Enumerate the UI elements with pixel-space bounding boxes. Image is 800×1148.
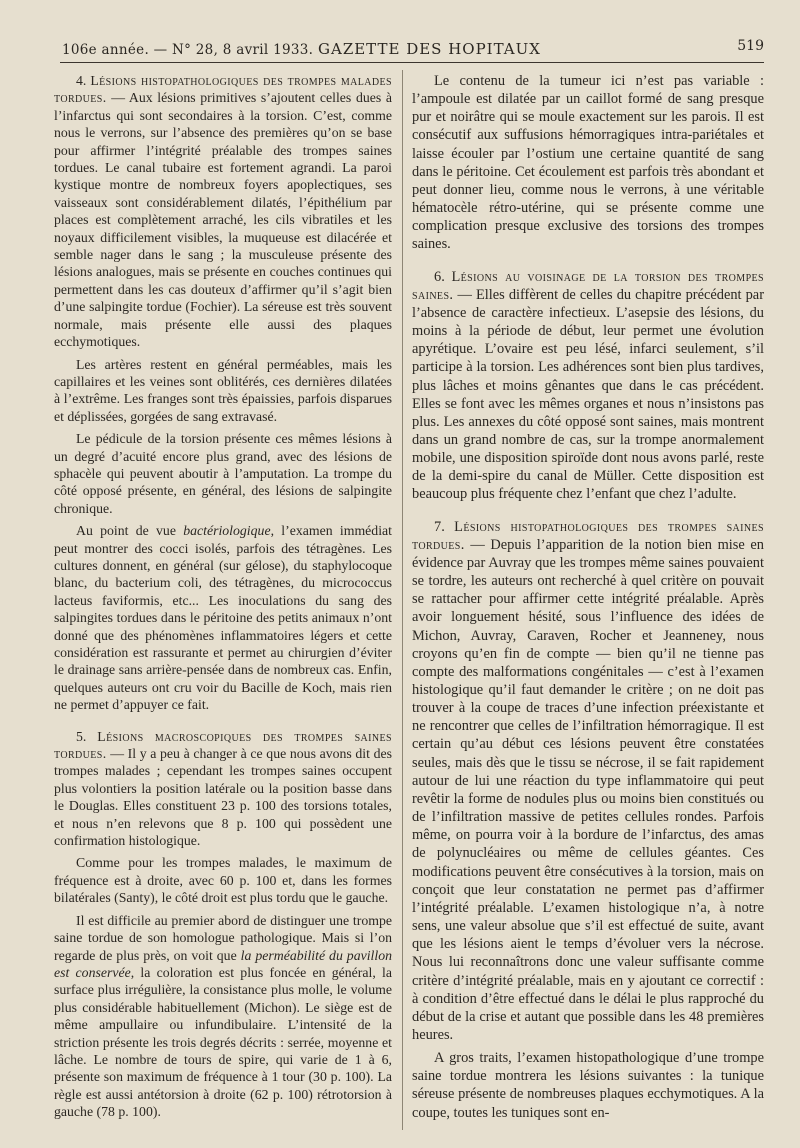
section-7-paragraph xyxy=(412,518,764,1045)
paragraph: Les artères restent en général perméables, mais les capillaires et les veines sont oblitérés, ces dernières dilatées à l’extrême. Les franges sont très épaissies, parfois disparues et déplissées, gorgées de sang extravasé. xyxy=(54,356,392,424)
paragraph: Le contenu de la tumeur ici n’est pas variable : l’ampoule est dilatée par un caillot formé de sang presque pur et noirâtre qui se moule exactement sur les parois. Il est consécutif aux suffusions hémorragiques intra-pariétales et laisse écouler par l’ostium une certaine quantité de sang dans le péritoine. Cet écoulement est parfois très abondant et peut donner lieu, comme nous le verrons, à une véritable hématocèle rétro-utérine, qui se présente comme une complication presque exclusive des torsions des trompes saines. xyxy=(412,73,764,253)
section-number: 7. xyxy=(434,518,445,535)
section-number: 5. xyxy=(76,728,87,744)
section-title: Lésions au voisinage de la torsion des trompes saines. xyxy=(412,268,764,303)
section-number: 6. xyxy=(434,268,445,285)
header-rule xyxy=(60,62,764,63)
paragraph-text: — Aux lésions primitives s’ajoutent celles dues à l’infarctus qui sont secondaires à la torsion. C’est, comme nous le verrons, sur l’absence des premières qu’on se base pour affirmer l’intégrité préalable des trompes saines tordues. Le canal tubaire est fortement agrandi. La paroi kystique montre de nombreux foyers apoplectiques, ses vaisseaux sont considérablement dilatés, l’épithélium par places est complètement arraché, les cils vibratiles et les noyaux difficilement visibles, la muqueuse est dilacérée et semble nager dans le sang ; la musculeuse présente des lésions analogues, mais se présente en couches continues qui permettent dans les cas douteux d’affirmer qu’il s’agit bien d’une salpingite tordue (Fochier). La séreuse est très souvent normale, mais présente elle aussi des plaques ecchymotiques. xyxy=(54,90,392,350)
emphasis-text: bactériologique xyxy=(183,523,271,539)
paragraph-text: — Depuis l’apparition de la notion bien mise en évidence par Auvray que les trompes même saines pouvaient se tordre, les auteurs ont recherché à quel critère on pouvait se rattacher pour affirmer cette intégrité préalable. Après avoir longuement hésité, sous l’influence des idées de Michon, Auvray, Caraven, Rocher et Jeanneney, nous croyons qu’en fin de compte — bien qu’il ne tienne pas compte des malformations congénitales — c’est à l’examen histologique qu’il faut demander le critère ; on ne doit pas trouver à la coupe de traces d’une infection préexistante et ne rencontrer que celles de l’infiltration hémorragique. Il est certain qu’au début ces lésions peuvent être constatées seules, mais dès que le tissu se nécrose, il se fait rapidement autour de lui une réaction du type inflammatoire qui peut revêtir la forme de nodules plus ou moins bien constitués ou de l’infiltration massive de petites cellules rondes. Parfois même, on pourra voir à la bordure de l’infarctus, des amas de polynucléaires ou même de cellules géantes. Ces modifications peuvent être consécutives à la torsion, mais on conçoit que leur constatation ne permet pas d’affirmer l’intégrité préalable. L’examen histologique n’a, à notre sens, une valeur absolue que s’il est effectué de suite, avant que les lésions aient le temps d’évoluer vers la nécrose. Nous lui reconnaîtrons donc une valeur suffisante comme critère d’intégrité préalable, mais en y ajoutant ce correctif : à condition d’être effectué dans le délai le plus rapproché du début de la crise et autant que possible dans les 48 premières heures. xyxy=(412,536,764,1043)
section-number: 4. xyxy=(76,73,87,88)
section-title: Lésions histopathologiques des trompes saines tordues. xyxy=(412,518,764,553)
paragraph-text: , la coloration est plus foncée en général, la surface plus irrégulière, la consistance plus molle, le volume plus considérable habituellement (Michon). Le siège est de même ampullaire ou infundibulaire. L’intensité de la striction présente les trois degrés décrits : serrée, moyenne et lâche. Le nombre de tours de spire, qui varie de 1 à 6, présente son maximum de fréquence à 1 tour (30 p. 100). La règle est aussi antétorsion à droite (62 p. 100) rétrotorsion à gauche (78 p. 100). xyxy=(54,964,392,1120)
paragraph-text: — Il y a peu à changer à ce que nous avons dit des trompes malades ; cependant les trompes saines occupent plus volontiers la position latérale ou la position basse dans le Douglas. Elles constituent 23 p. 100 des torsions totales, et nous n’en relevons que 8 p. 100 qui possèdent une confirmation histologique. xyxy=(54,746,392,849)
section-title: Lésions macroscopiques des trompes saines tordues. xyxy=(54,728,392,762)
section-6-paragraph xyxy=(412,268,764,504)
left-column xyxy=(54,72,392,1126)
emphasis-text: la perméabilité du pavillon est conservée xyxy=(54,947,393,980)
paragraph-text: Il est difficile au premier abord de distinguer une trompe saine tordue de son homologue pathologique. Mais si l’on regarde de plus près, on voit que xyxy=(54,912,392,963)
page-number: 519 xyxy=(737,38,764,54)
section-4-paragraph xyxy=(54,72,392,351)
column-divider xyxy=(402,70,403,1130)
paragraph: Comme pour les trompes malades, le maximum de fréquence est à droite, avec 60 p. 100 et, dans les formes bilatérales (Santy), le côté droit est plus tordu que le gauche. xyxy=(54,855,392,906)
section-title: Lésions histopathologiques des trompes malades tordues. xyxy=(54,73,393,106)
paragraph-text: , l’examen immédiat peut montrer des cocci isolés, parfois des tétragènes. Les cultures donnent, en général (sur gélose), du staphylocoque blanc, du bacterium coli, des tétragènes, du micrococcus lacteus faviformis, etc... Les inoculations du sang des salpingites tordues dans le péritoine des petits animaux n’ont donné que des phénomènes inflammatoires légers et cette considération est rassurante et permet au chirurgien d’éviter le drainage sans arrière-pensée dans de nombreux cas. Enfin, quelques auteurs ont cru voir du Bacille de Koch, mais rien ne permet d’appuyer ce fait. xyxy=(54,523,392,713)
paragraph-text: — Elles diffèrent de celles du chapitre précédent par l’absence de caractère infectieux. L’asepsie des lésions, du moins à la période de début, leur permet une évolution apyrétique. L’ovaire est peu lésé, infarci seulement, s’il participe à la torsion. Les adhérences sont bien plus tardives, plus lâches et moins gênantes que dans le cas précédent. Elles se font avec les mêmes organes et nous n’insistons pas plus. Les annexes du côté opposé sont saines, mais montrent dans un grand nombre de cas, sur la trompe anormalement mobile, une disposition spiroïde dont nous avons parlé, reste de la demi-spire du canal de Müller. Cette disposition est beaucoup plus fréquente chez l’enfant que chez l’adulte. xyxy=(412,286,764,503)
journal-title: GAZETTE DES HOPITAUX xyxy=(318,40,541,58)
bacteriology-paragraph xyxy=(54,522,392,713)
right-column xyxy=(412,72,764,1127)
paragraph-text: Au point de vue xyxy=(76,523,184,539)
section-5-paragraph xyxy=(54,728,392,850)
paragraph: A gros traits, l’examen histopathologique d’une trompe saine tordue montrera les lésions suivantes : la tunique séreuse présente de nombreuses plaques ecchymotiques. A la coupe, toutes les tuniques sont en- xyxy=(412,1050,764,1121)
paragraph: Le pédicule de la torsion présente ces mêmes lésions à un degré d’acuité encore plus grand, avec des lésions de sphacèle qui peuvent aboutir à l’amputation. La trompe du côté opposé présente, en général, des lésions de salpingite chronique. xyxy=(54,431,392,516)
issue-line: 106e année. — N° 28, 8 avril 1933. xyxy=(62,42,314,58)
paragraph xyxy=(54,912,392,1121)
